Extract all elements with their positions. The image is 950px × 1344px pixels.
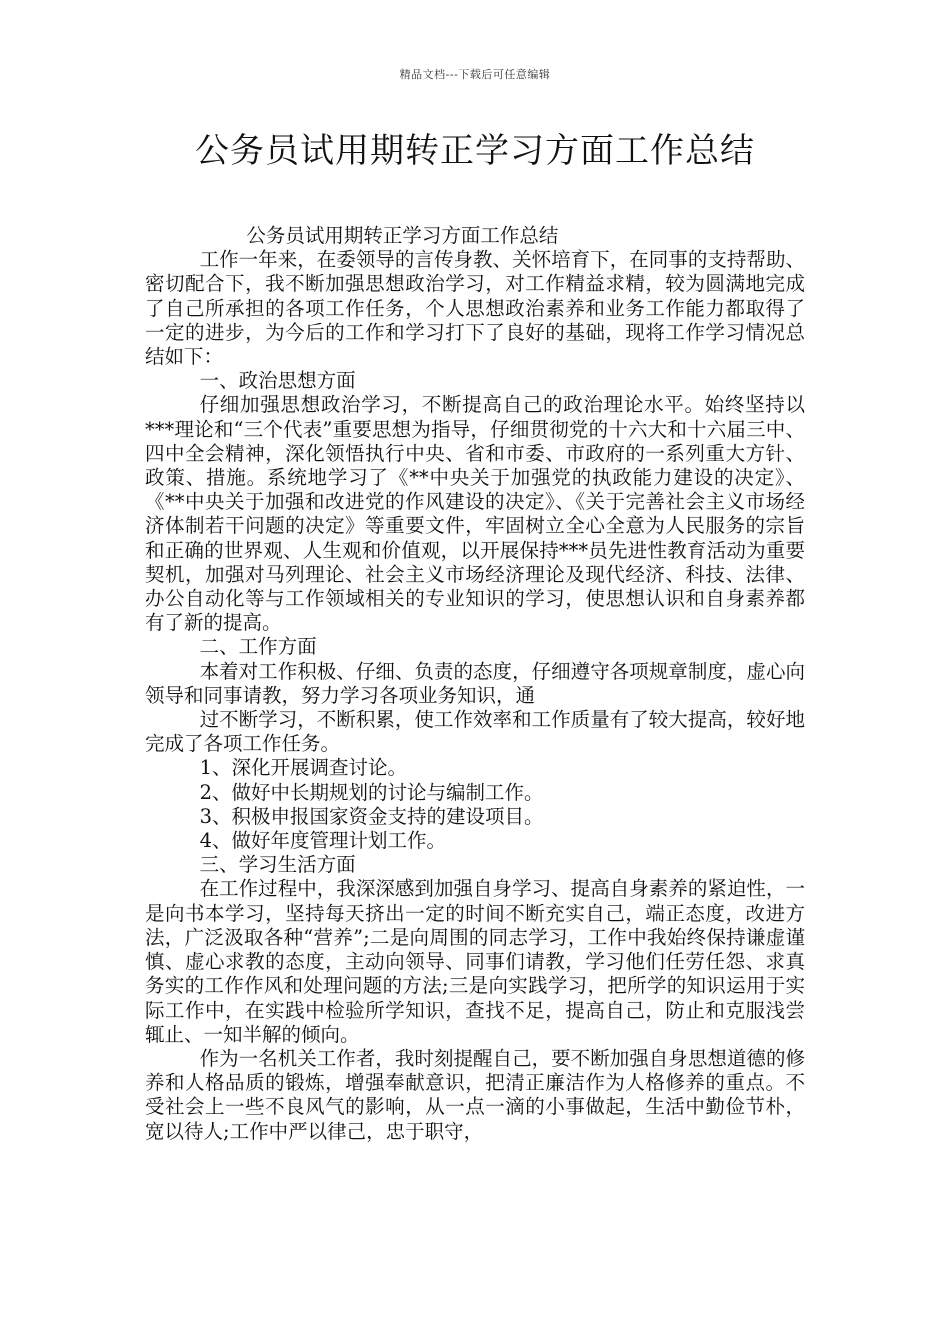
paragraph-study: 在工作过程中，我深深感到加强自身学习、提高自身素养的紧迫性，一是向书本学习，坚持每天挤出一定的时间不断充实自己，端正态度，改进方法，广泛汲取各种“营养”;二是向周围的同志学习，工作中我始终保持谦虚谨慎、虚心求教的态度，主动向领导、同事们请教，学习他们任劳任怨、求真务实的工作作风和处理问题的方法;三是向实践学习，把所学的知识运用于实际工作中，在实践中检验所学知识，查找不足，提高自己，防止和克服浅尝辄止、一知半解的倾向。 bbox=[145, 877, 805, 1046]
list-item-2: 2、做好中长期规划的讨论与编制工作。 bbox=[199, 780, 544, 804]
document-title: 公务员试用期转正学习方面工作总结 bbox=[195, 131, 755, 171]
paragraph-political: 仔细加强思想政治学习，不断提高自己的政治理论水平。始终坚持以***理论和“三个代表”重要思想为指导，仔细贯彻党的十六大和十六届三中、四中全会精神，深化领悟执行中央、省和市委、市政府的一系列重大方针、政策、措施。系统地学习了《**中央关于加强党的执政能力建设的决定》、《**中央关于加强和改进党的作风建设的决定》、《关于完善社会主义市场经济体制若干问题的决定》等重要文件，牢固树立全心全意为人民服务的宗旨和正确的世界观、人生观和价值观，以开展保持***员先进性教育活动为重要契机，加强对马列理论、社会主义市场经济理论及现代经济、科技、法律、办公自动化等与工作领域相关的专业知识的学习，使思想认识和自身素养都有了新的提高。 bbox=[145, 393, 805, 635]
list-item-1: 1、深化开展调查讨论。 bbox=[199, 756, 408, 780]
section-heading-study: 三、学习生活方面 bbox=[199, 853, 356, 877]
list-item-4: 4、做好年度管理计划工作。 bbox=[199, 829, 447, 853]
document-body bbox=[145, 224, 805, 1144]
list-item-3: 3、积极申报国家资金支持的建设项目。 bbox=[199, 804, 544, 828]
paragraph-work-1: 本着对工作积极、仔细、负责的态度，仔细遵守各项规章制度，虚心向领导和同事请教，努力学习各项业务知识，通 bbox=[145, 659, 805, 707]
section-heading-political: 一、政治思想方面 bbox=[199, 369, 356, 393]
section-heading-work: 二、工作方面 bbox=[199, 635, 317, 659]
body-subtitle: 公务员试用期转正学习方面工作总结 bbox=[246, 224, 559, 247]
paragraph-work-2: 过不断学习，不断积累，使工作效率和工作质量有了较大提高，较好地完成了各项工作任务。 bbox=[145, 708, 805, 756]
paragraph-ethics: 作为一名机关工作者，我时刻提醒自己，要不断加强自身思想道德的修养和人格品质的锻炼，增强奉献意识，把清正廉洁作为人格修养的重点。不受社会上一些不良风气的影响，从一点一滴的小事做起，生活中勤俭节朴，宽以待人;工作中严以律己，忠于职守， bbox=[145, 1046, 805, 1143]
paragraph-intro: 工作一年来，在委领导的言传身教、关怀培育下，在同事的支持帮助、密切配合下，我不断加强思想政治学习，对工作精益求精，较为圆满地完成了自己所承担的各项工作任务，个人思想政治素养和业务工作能力都取得了一定的进步，为今后的工作和学习打下了良好的基础，现将工作学习情况总结如下： bbox=[145, 248, 805, 369]
page-header-note: 精品文档---下载后可任意编辑 bbox=[399, 68, 551, 81]
